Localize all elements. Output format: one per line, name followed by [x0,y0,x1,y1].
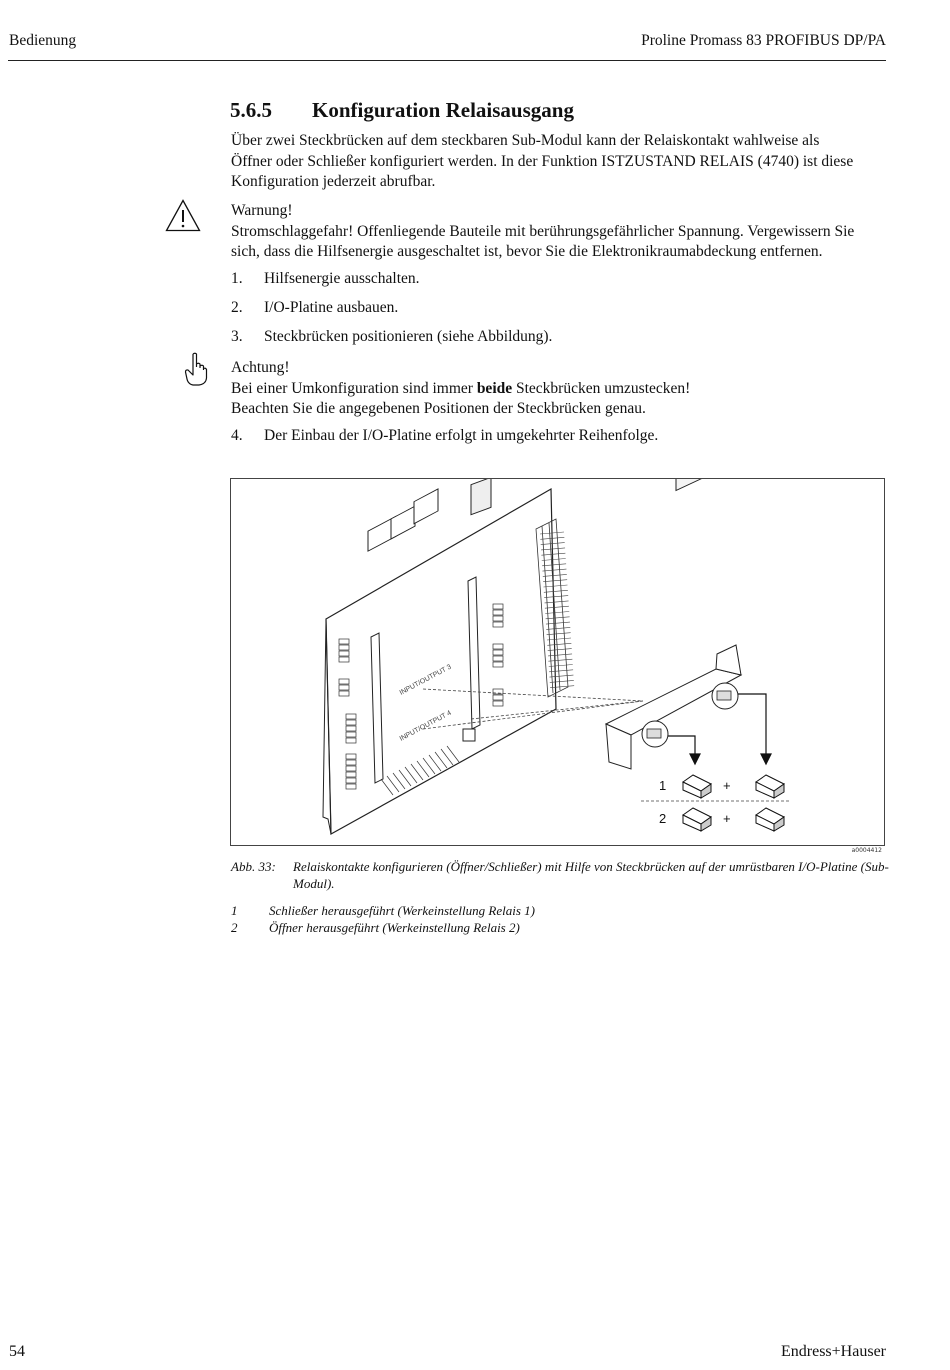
terminal [339,645,349,650]
connector-pin [546,617,570,619]
terminal [346,720,356,725]
terminal [339,685,349,690]
row-label: 1 [659,778,667,793]
plus-sign: + [723,811,731,826]
connector-pin [541,548,565,550]
step-text: Der Einbau der I/O-Platine erfolgt in umgekehrter Reihenfolge. [264,427,659,444]
terminal [339,639,349,644]
section-title: Konfiguration Relaisausgang [312,98,574,122]
terminal [346,714,356,719]
intro-paragraph [231,131,887,193]
list-item [231,299,398,317]
connector-pin [544,590,568,592]
terminal [493,622,503,627]
terminal [493,650,503,655]
terminal [493,662,503,667]
pin-header [381,746,459,795]
board-label: INPUT/OUTPUT 3 [398,663,453,697]
connector-pin [547,633,571,635]
figure-code: a0004412 [851,847,882,854]
connector-pin [544,585,568,587]
terminal [493,656,503,661]
circuit-board-diagram [231,479,884,845]
list-item [231,427,658,445]
step-text: Steckbrücken positionieren (siehe Abbildung). [264,328,553,345]
connector-pin [549,670,573,672]
connector-pin [545,606,569,608]
section-heading [230,98,574,123]
connector-pin [542,569,566,571]
header-rule [8,60,886,61]
connector-pin [543,580,567,582]
sub-module [606,479,741,769]
plus-sign: + [723,778,731,793]
step-number: 3. [231,328,243,345]
legend-key: 1 [231,903,238,918]
connector-pin [545,601,569,603]
attention-line [231,379,887,400]
step-text: Hilfsenergie ausschalten. [264,270,420,287]
intro-line: Öffner oder Schließer konfiguriert werden. In der Funktion ISTZUSTAND RELAIS (4740) ist diese [231,152,854,170]
terminal [346,766,356,771]
terminal [493,701,503,706]
step-text: I/O-Platine ausbauen. [264,299,399,316]
terminal [346,784,356,789]
pointing-hand-icon [184,352,208,386]
connector-pin [541,553,565,555]
warning-note [231,201,887,263]
connector-pin [547,643,571,645]
step-number: 1. [231,270,243,287]
connector-pin [547,638,571,640]
terminal [346,732,356,737]
caption-label: Abb. 33: [231,859,276,874]
terminal [493,616,503,621]
attention-emphasis: beide [476,379,513,397]
connector-pin [548,659,572,661]
connector-pin [542,564,566,566]
warning-triangle-icon [165,199,201,232]
intro-line: Konfiguration jederzeit abrufbar. [231,173,436,190]
connector-pin [543,574,567,576]
terminal [339,691,349,696]
warning-line: sich, dass die Hilfsenergie ausgeschaltet ist, bevor Sie die Elektronikraumabdeckung entfernen. [231,243,823,260]
jumper-icon [683,775,784,831]
attention-note [231,358,887,420]
figure-frame [230,478,885,854]
warning-title: Warnung! [231,202,293,219]
terminal [346,726,356,731]
page-number: 54 [9,1343,25,1360]
step-number: 4. [231,427,243,444]
board-label: INPUT/OUTPUT 4 [398,709,453,743]
list-item [231,328,552,346]
connector-pin [550,680,574,682]
warning-line: Stromschlaggefahr! Offenliegende Bauteile mit berührungsgefährlicher Spannung. Vergewissern Sie [231,222,855,240]
attention-text: Steckbrücken umzustecken! [512,379,691,397]
terminal [346,738,356,743]
relay-components [368,479,491,551]
list-item [231,270,420,288]
section-number: 5.6.5 [230,98,272,122]
connector-pin [549,665,573,667]
header-product-name: Proline Promass 83 PROFIBUS DP/PA [641,32,886,49]
legend-text: Schließer herausgeführt (Werkeinstellung Relais 1) [269,903,535,918]
header-section-name: Bedienung [9,32,77,49]
terminal [346,754,356,759]
connector-pin [548,654,572,656]
legend-text: Öffner herausgeführt (Werkeinstellung Relais 2) [269,920,520,935]
terminal [339,679,349,684]
connector-pin [545,612,569,614]
step-number: 2. [231,299,243,316]
io-board-outline [326,489,556,834]
terminal [346,778,356,783]
intro-line: Über zwei Steckbrücken auf dem steckbaren Sub-Modul kann der Relaiskontakt wahlweise als [231,132,820,149]
connector-pin [548,649,572,651]
connector-pin [542,559,566,561]
terminal [346,772,356,777]
row-label: 2 [659,811,667,826]
terminal [493,695,503,700]
terminal-blocks [339,604,503,789]
terminal [493,604,503,609]
connector-pin [544,596,568,598]
connector-pin [546,627,570,629]
terminal [339,651,349,656]
edge-connector-pins [540,532,574,688]
attention-text: Bei einer Umkonfiguration sind immer [231,379,477,397]
terminal [339,657,349,662]
terminal [493,644,503,649]
attention-title: Achtung! [231,359,290,376]
terminal [346,760,356,765]
connector-pin [549,675,573,677]
terminal [493,610,503,615]
attention-line: Beachten Sie die angegebenen Positionen der Steckbrücken genau. [231,400,646,417]
connector-pin [546,622,570,624]
chip [463,729,475,741]
legend-key: 2 [231,920,238,935]
brand-name: Endress+Hauser [781,1343,886,1360]
caption-text: Relaiskontakte konfigurieren (Öffner/Schließer) mit Hilfe von Steckbrücken auf der umrüstbaren I/O-Platine (Sub-Modul). [293,859,889,891]
connector-pin [550,686,574,688]
